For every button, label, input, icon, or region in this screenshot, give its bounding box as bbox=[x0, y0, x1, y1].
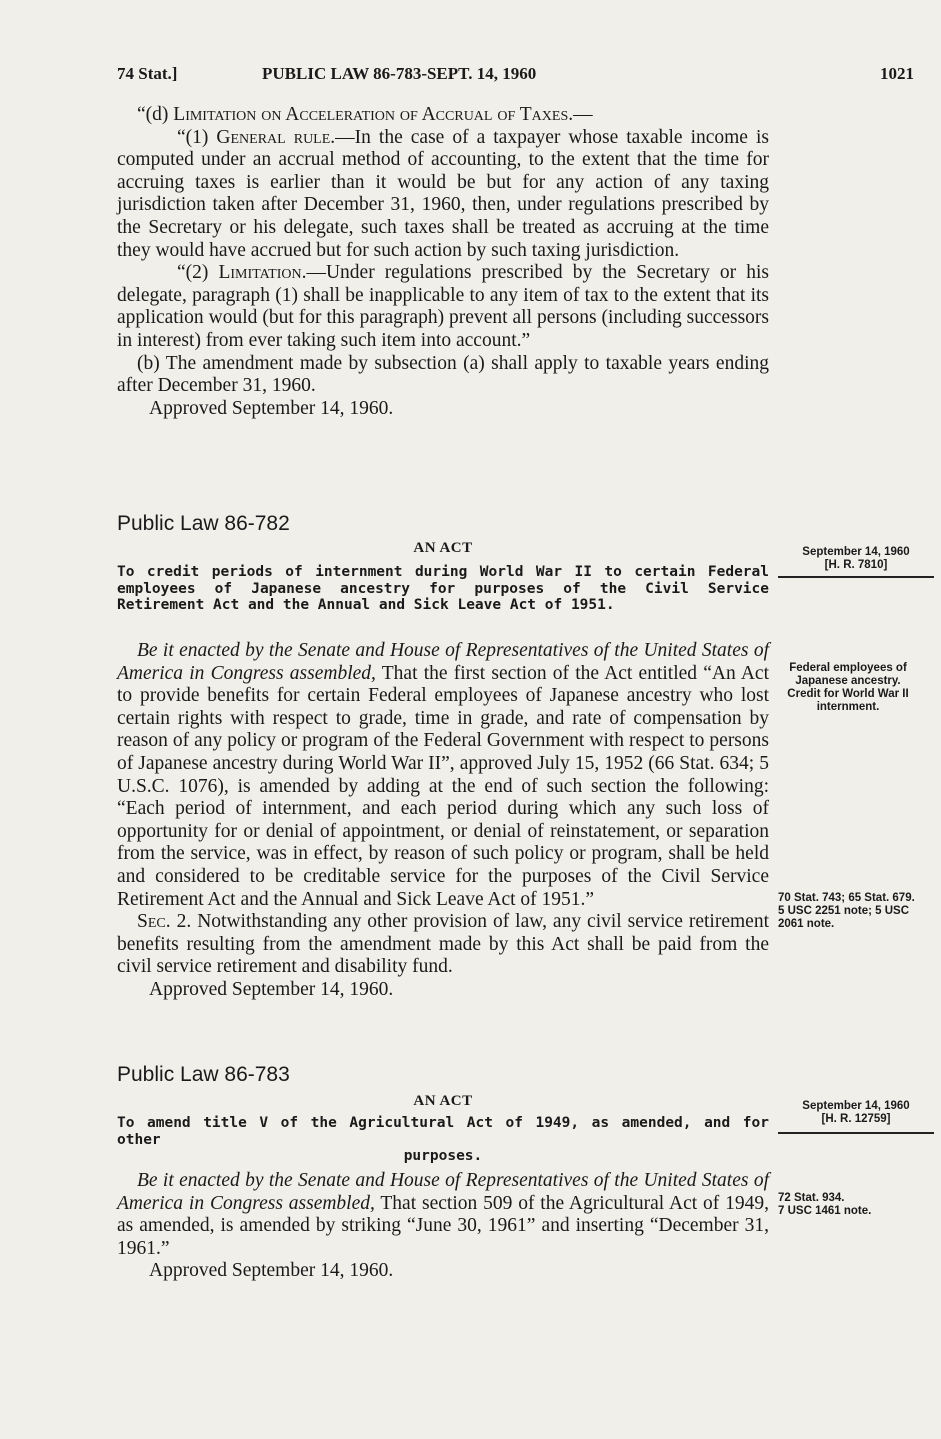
section-d-heading-text: Limitation on Acceleration of Accrual of Taxes.— bbox=[173, 104, 593, 125]
law-782-body bbox=[117, 640, 769, 1002]
sidenote-topic-1: Federal employees of Japanese ancestry. bbox=[789, 662, 907, 687]
law-782-description: To credit periods of internment during World War II to certain Federal employees of Japanese ancestry for purposes of the Civil Service Retirement Act and the Annual and Sick Leave Act of 1951. bbox=[117, 564, 769, 614]
approved-date-3: Approved September 14, 1960. bbox=[149, 1260, 394, 1282]
approved-date-2: Approved September 14, 1960. bbox=[149, 978, 394, 1000]
sidenote-date-783: September 14, 1960 bbox=[802, 1100, 910, 1112]
p1-text: .—In the case of a taxpayer whose taxable income is computed under an accrual method of accounting, to the extent that the time for accruing taxes is earlier than it would be but for any action of any taxing jurisdiction taken after December 31, 1960, then, under regulations prescribed by the Secretary or his delegate, such taxes shall be treated as accruing at the time they would have accrued but for such action by such taxing jurisdiction. bbox=[117, 126, 769, 261]
p2-prefix: “(2) bbox=[177, 262, 219, 284]
law-783-body-text: That section 509 of the Agricultural Act of 1949, as amended, is amended by striking “June 30, 1961” and inserting “December 31, 1961.” bbox=[117, 1192, 770, 1259]
section-d-block bbox=[117, 104, 769, 420]
section-d-paragraph-2 bbox=[117, 262, 769, 352]
law-783-description-end: purposes. bbox=[403, 1148, 483, 1165]
law-782-section-1 bbox=[117, 640, 769, 911]
law-782-sidenote-citations bbox=[778, 892, 918, 931]
law-782-sidenote-topics bbox=[778, 662, 918, 714]
sec2-label: Sec. 2. bbox=[137, 911, 192, 933]
law-783-title: Public Law 86-783 bbox=[117, 1063, 290, 1086]
page-number: 1021 bbox=[880, 64, 914, 83]
law-783-description-main: To amend title V of the Agricultural Act of 1949, as amended, and for other bbox=[117, 1115, 769, 1148]
approved-date-1: Approved September 14, 1960. bbox=[149, 397, 394, 419]
sidenote-rule bbox=[778, 576, 934, 578]
law-782-sidenote-date bbox=[778, 546, 934, 572]
sidenote-cite-783-2: 7 USC 1461 note. bbox=[778, 1205, 872, 1217]
sidenote-rule-783 bbox=[778, 1132, 934, 1134]
p1-prefix: “(1) bbox=[177, 126, 217, 148]
law-782-section-2 bbox=[117, 911, 769, 979]
section-d-prefix: “(d) bbox=[137, 104, 174, 125]
law-783-act-heading: AN ACT bbox=[413, 1093, 473, 1109]
law-782-act-heading: AN ACT bbox=[413, 540, 473, 556]
law-783-sidenote-date bbox=[778, 1100, 934, 1126]
header-title: PUBLIC LAW 86-783-SEPT. 14, 1960 bbox=[262, 64, 537, 83]
law-783-sidenote-citations bbox=[778, 1192, 928, 1218]
law-783-description bbox=[117, 1115, 769, 1165]
sidenote-bill-783: [H. R. 12759] bbox=[821, 1113, 891, 1125]
section-d-paragraph-1 bbox=[117, 127, 769, 263]
law-782-body-text: That the first section of the Act entitled “An Act to provide benefits for certain Federal employees of Japanese ancestry who lost certain rights with respect to grade, time in grade, and rate of compensation by reason of any policy or program of the Federal Government with respect to persons of Japanese ancestry during World War II”, approved July 15, 1952 (66 Stat. 634; 5 U.S.C. 1076), is amended by adding at the end of such section the following: “Each period of internment, and each period during which any such loss of opportunity for or denial of appointment, or denial of reinstatement, or separation from the service, was in effect, by reason of such policy or program, shall be held and considered to be creditable service for the purposes of the Civil Service Retirement Act and the Annual and Sick Leave Act of 1951.” bbox=[117, 662, 770, 910]
sidenote-cite-2: 5 USC 2251 note; 5 USC 2061 note. bbox=[778, 905, 910, 930]
sec2-text: Notwithstanding any other provision of law, any civil service retirement benefits resulting from the amendment made by this Act shall be paid from the civil service retirement and disability fund. bbox=[117, 911, 769, 978]
sidenote-bill: [H. R. 7810] bbox=[824, 559, 888, 571]
law-783-body bbox=[117, 1170, 769, 1283]
sidenote-date: September 14, 1960 bbox=[802, 546, 910, 558]
sidenote-cite-1: 70 Stat. 743; 65 Stat. 679. bbox=[778, 892, 915, 904]
p2-text: .—Under regulations prescribed by the Secretary or his delegate, paragraph (1) shall be inapplicable to any item of tax to the extent that its application would (but for this paragraph) prevent all persons (including successors in interest) from ever taking such item into account.” bbox=[117, 262, 769, 351]
sidenote-topic-2: Credit for World War II internment. bbox=[787, 688, 909, 713]
law-783-enacting-clause: Be it enacted by the Senate and House of Representatives of the United States of America in Congress assembled, bbox=[117, 1170, 769, 1214]
p2-label: Limitation bbox=[218, 262, 302, 284]
section-d-heading bbox=[117, 104, 769, 127]
subsection-b: (b) The amendment made by subsection (a) shall apply to taxable years ending after December 31, 1960. bbox=[117, 352, 769, 397]
law-783-section-1 bbox=[117, 1170, 769, 1260]
sidenote-cite-783-1: 72 Stat. 934. bbox=[778, 1192, 845, 1204]
law-782-enacting-clause: Be it enacted by the Senate and House of Representatives of the United States of America in Congress assembled, bbox=[117, 640, 769, 684]
header-stat-volume: 74 Stat.] bbox=[117, 64, 178, 83]
p1-label: General rule bbox=[216, 126, 331, 148]
law-782-title: Public Law 86-782 bbox=[117, 512, 290, 535]
